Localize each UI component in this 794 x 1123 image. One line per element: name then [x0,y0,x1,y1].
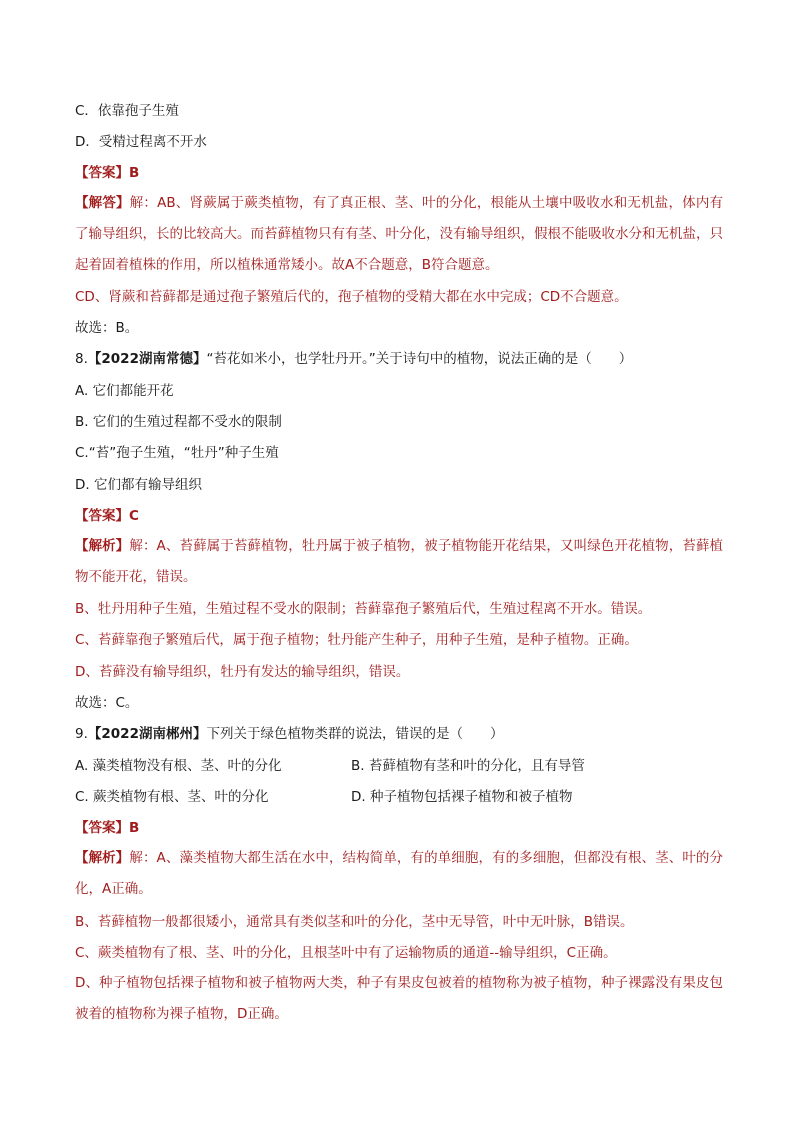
q9-explain-text: 解：A、藻类植物大都生活在水中，结构简单，有的单细胞，有的多细胞，但都没有根、茎、叶的分化，A正确。 [75,850,724,897]
q9-explanation-2: B、苔藓植物一般都很矮小，通常具有类似茎和叶的分化，茎中无导管，叶中无叶脉，B错误。 [75,914,634,930]
q7-explanation-1 [75,188,723,281]
q9-explain-tag: 【解析】 [75,850,130,866]
q7-option-c: C．依靠孢子生殖 [75,103,179,119]
q9-explanation-1 [75,843,723,905]
q9-options-row-2 [75,787,572,807]
q9-explanation-4: D、种子植物包括裸子植物和被子植物两大类，种子有果皮包被着的植物称为被子植物，种子裸露没有果皮包被着的植物称为裸子植物，D正确。 [75,975,723,1022]
q7-option-d: D．受精过程离不开水 [75,134,207,150]
q7-answer: 【答案】B [75,165,140,181]
q8-stem-text: “苔花如米小，也学牡丹开。”关于诗句中的植物，说法正确的是（ ） [206,351,633,367]
q7-explain-tag: 【解答】 [75,195,130,211]
q9-number: 9. [75,726,88,742]
q8-stem [75,349,632,369]
q9-options-row-1 [75,756,585,776]
q9-option-b: B. 苔藓植物有茎和叶的分化，且有导管 [351,758,585,774]
q8-explanation-3: C、苔藓靠孢子繁殖后代，属于孢子植物；牡丹能产生种子，用种子生殖，是种子植物。正确。 [75,632,638,648]
q7-explain-text: 解：AB、肾蕨属于蕨类植物，有了真正根、茎、叶的分化，根能从土壤中吸收水和无机盐，体内有了输导组织，长的比较高大。而苔藓植物只有有茎、叶分化，没有输导组织，假根不能吸收水分和无机盐，只起着固着植株的作用，所以植株通常矮小。故A不合题意，B符合题意。 [75,195,724,273]
q9-source: 【2022湖南郴州】 [87,726,207,742]
q9-option-c: C. 蕨类植物有根、茎、叶的分化 [75,789,269,805]
q8-number: 8. [75,351,88,367]
q8-option-b: B. 它们的生殖过程都不受水的限制 [75,414,282,430]
q8-option-c: C.“苔”孢子生殖，“牡丹”种子生殖 [75,445,279,461]
q9-answer: 【答案】B [75,820,140,836]
q9-option-a: A. 藻类植物没有根、茎、叶的分化 [75,758,282,774]
q8-explain-tag: 【解析】 [75,538,130,554]
q9-explanation-3: C、蕨类植物有了根、茎、叶的分化，且根茎叶中有了运输物质的通道--输导组织，C正确。 [75,945,617,961]
q7-choice: 故选：B。 [75,320,139,336]
q8-option-a: A. 它们都能开花 [75,383,174,399]
q7-explanation-2: CD、肾蕨和苔藓都是通过孢子繁殖后代的，孢子植物的受精大都在水中完成；CD不合题意。 [75,289,628,305]
q9-stem [75,724,503,744]
q8-explain-text: 解：A、苔藓属于苔藓植物，牡丹属于被子植物，被子植物能开花结果，又叫绿色开花植物，苔藓植物不能开花，错误。 [75,538,724,585]
q9-stem-text: 下列关于绿色植物类群的说法，错误的是（ ） [206,726,504,742]
q8-source: 【2022湖南常德】 [87,351,207,367]
q9-option-d: D. 种子植物包括裸子植物和被子植物 [351,789,573,805]
q8-option-d: D. 它们都有输导组织 [75,477,202,493]
q8-explanation-2: B、牡丹用种子生殖，生殖过程不受水的限制；苔藓靠孢子繁殖后代，生殖过程离不开水。错误。 [75,601,652,617]
q8-explanation-1 [75,531,723,593]
q8-choice: 故选：C。 [75,695,139,711]
q8-answer: 【答案】C [75,508,139,524]
q8-explanation-4: D、苔藓没有输导组织，牡丹有发达的输导组织，错误。 [75,664,410,680]
